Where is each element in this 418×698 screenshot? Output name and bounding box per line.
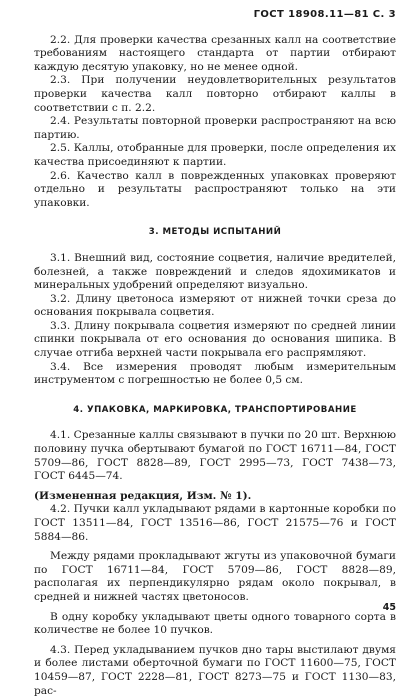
paragraph-2-3: 2.3. При получении неудовлетворительных результатов проверки качества калл повторно отбирают каллы в соответствии с п. 2.2.	[34, 74, 396, 114]
paragraph-3-1: 3.1. Внешний вид, состояние соцветия, наличие вредителей, болезней, а также повреждений и следов ядохимикатов и минеральных удобрений определяют визуально.	[34, 251, 396, 292]
paragraph-3-2: 3.2. Длину цветоноса измеряют от нижней точки среза до основания покрывала соцветия.	[34, 292, 396, 319]
paragraph-4-2-box-capacity: В одну коробку укладывают цветы одного товарного сорта в количестве не более 10 пучков.	[34, 610, 396, 637]
page-header: ГОСТ 18908.11—81 С. 3	[253, 9, 396, 20]
paragraph-3-4: 3.4. Все измерения проводят любым измерительным инструментом с погрешностью не более 0,5 см.	[34, 360, 396, 387]
paragraph-2-5: 2.5. Каллы, отобранные для проверки, после определения их качества присоединяют к партии.	[34, 142, 396, 168]
paragraph-2-4: 2.4. Результаты повторной проверки распространяют на всю партию.	[34, 115, 396, 141]
amendment-note: (Измененная редакция, Изм. № 1).	[34, 489, 252, 502]
paragraph-3-3: 3.3. Длину покрывала соцветия измеряют по средней линии спинки покрывала от его основания до основания шипика. В случае отгиба верхней части покрывала его распрямляют.	[34, 319, 396, 360]
section-3-title: 3. МЕТОДЫ ИСПЫТАНИЙ	[148, 227, 282, 238]
paragraph-2-2: 2.2. Для проверки качества срезанных калл на соответствие требованиям настоящего стандарта от партии отбирают каждую десятую упаковку, но не менее одной.	[34, 33, 396, 73]
paragraph-4-3: 4.3. Перед укладыванием пучков дно тары выстилают двумя и более листами оберточной бумаги по ГОСТ 11600—75, ГОСТ 10459—87, ГОСТ 2228—81, ГОСТ 8273—75 и ГОСТ 1130—83, рас-	[34, 643, 396, 697]
paragraph-4-2: 4.2. Пучки калл укладывают рядами в картонные коробки по ГОСТ 13511—84, ГОСТ 13516—86, ГОСТ 21575—76 и ГОСТ 5884—86.	[34, 503, 396, 543]
paragraph-4-1: 4.1. Срезанные каллы связывают в пучки по 20 шт. Верхнюю половину пучка обертывают бумагой по ГОСТ 16711—84, ГОСТ 5709—86, ГОСТ 8828—89, ГОСТ 2995—73, ГОСТ 7438—73, ГОСТ 6445—74.	[34, 429, 396, 483]
paragraph-2-6: 2.6. Качество калл в поврежденных упаковках проверяют отдельно и результаты распространяют только на эти упаковки.	[34, 169, 396, 209]
page-number: 45	[382, 602, 396, 614]
section-4-title: 4. УПАКОВКА, МАРКИРОВКА, ТРАНСПОРТИРОВАНИЕ	[73, 404, 357, 415]
paragraph-4-2-interlayer: Между рядами прокладывают жгуты из упаковочной бумаги по ГОСТ 16711—84, ГОСТ 5709—86, ГОСТ 8828—89, располагая их перпендикулярно рядам около покрывал, в средней и нижней частях цветоносов.	[34, 550, 396, 603]
